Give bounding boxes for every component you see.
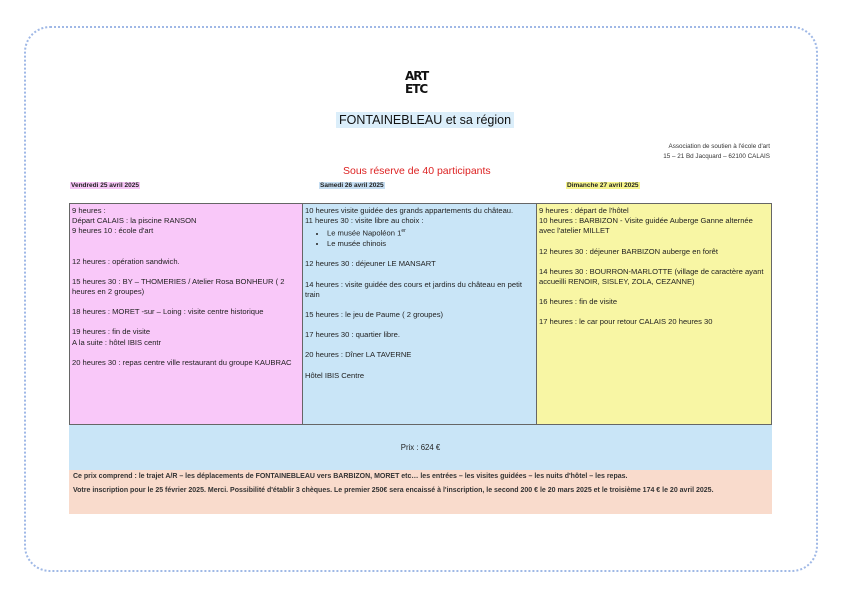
saturday-line: 11 heures 30 : visite libre au choix :: [305, 216, 424, 226]
association-name: Association de soutien à l'école d'art: [668, 143, 770, 150]
logo-line-1: ART: [405, 69, 429, 83]
friday-line: 9 heures 10 : école d'art: [72, 226, 154, 236]
price-row: Prix : 624 €: [69, 425, 772, 470]
saturday-column: [303, 204, 537, 424]
association-street: 15 – 21 Bd Jacquard – 62100 CALAIS: [663, 153, 770, 160]
friday-line: 19 heures : fin de visite: [72, 327, 151, 337]
sunday-line: 16 heures : fin de visite: [539, 297, 618, 307]
association-address: [663, 142, 770, 162]
friday-line: Départ CALAIS : la piscine RANSON: [72, 216, 197, 226]
day-header-saturday: Samedi 26 avril 2025: [320, 182, 384, 189]
conditions-line: Ce prix comprend : le trajet A/R – les déplacements de FONTAINEBLEAU vers BARBIZON, MORET etc… les entrées – les visites guidées – les nuits d'hôtel – les repas.: [73, 473, 628, 480]
friday-line: 9 heures :: [72, 206, 106, 215]
museum-option: • Le musée Napoléon 1er: [327, 226, 534, 239]
day-header-sunday: Dimanche 27 avril 2025: [567, 182, 639, 189]
saturday-line: 10 heures visite guidée des grands appartements du château.: [305, 206, 514, 215]
day-header-friday: Vendredi 25 avril 2025: [71, 182, 139, 189]
sunday-line: 9 heures : départ de l'hôtel: [539, 206, 629, 215]
friday-line: A la suite : hôtel IBIS centr: [72, 337, 162, 347]
museum-option: • Le musée chinois: [327, 239, 534, 249]
conditions-line: Votre inscription pour le 25 février 2025. Merci. Possibilité d'établir 3 chèques. Le premier 250€ sera encaissé à l'inscription, le second 200 € le 20 mars 2025 et le troisième 174 € le 20 avril 2025.: [73, 487, 714, 494]
sunday-column: [537, 204, 771, 424]
saturday-line: 15 heures : le jeu de Paume ( 2 groupes): [305, 309, 444, 319]
saturday-line: 14 heures : visite guidée des cours et jardins du château en petit train: [305, 279, 522, 299]
friday-column: [70, 204, 303, 424]
friday-line: 18 heures : MORET -sur – Loing : visite centre historique: [72, 307, 264, 317]
sunday-line: 17 heures : le car pour retour CALAIS 20 heures 30: [539, 317, 713, 327]
saturday-line: 17 heures 30 : quartier libre.: [305, 330, 400, 340]
price-conditions: [69, 470, 772, 514]
sunday-line: 12 heures 30 : déjeuner BARBIZON auberge en forêt: [539, 246, 718, 256]
saturday-line: Hôtel IBIS Centre: [305, 370, 365, 380]
sunday-line: 14 heures 30 : BOURRON-MARLOTTE (village de caractère ayant accueilli RENOIR, SISLEY, ZOLA, CEZANNE): [539, 266, 764, 287]
logo-line-2: ETC: [405, 82, 428, 96]
saturday-line: 20 heures : Dîner LA TAVERNE: [305, 350, 412, 360]
museum-choice-list: [305, 226, 534, 249]
program-table: [69, 203, 772, 425]
friday-line: 20 heures 30 : repas centre ville restaurant du groupe KAUBRAC: [72, 357, 292, 367]
sunday-line: 10 heures : BARBIZON - Visite guidée Auberge Ganne alternée avec l'atelier MILLET: [539, 216, 753, 236]
friday-line: 12 heures : opération sandwich.: [72, 256, 180, 266]
friday-line: 15 heures 30 : BY – THOMERIES / Atelier Rosa BONHEUR ( 2 heures en 2 groupes): [72, 276, 285, 297]
reservation-note: Sous réserve de 40 participants: [343, 165, 491, 177]
page-title: FONTAINEBLEAU et sa région: [336, 112, 514, 128]
saturday-line: 12 heures 30 : déjeuner LE MANSART: [305, 259, 436, 269]
art-etc-logo: [405, 70, 435, 98]
